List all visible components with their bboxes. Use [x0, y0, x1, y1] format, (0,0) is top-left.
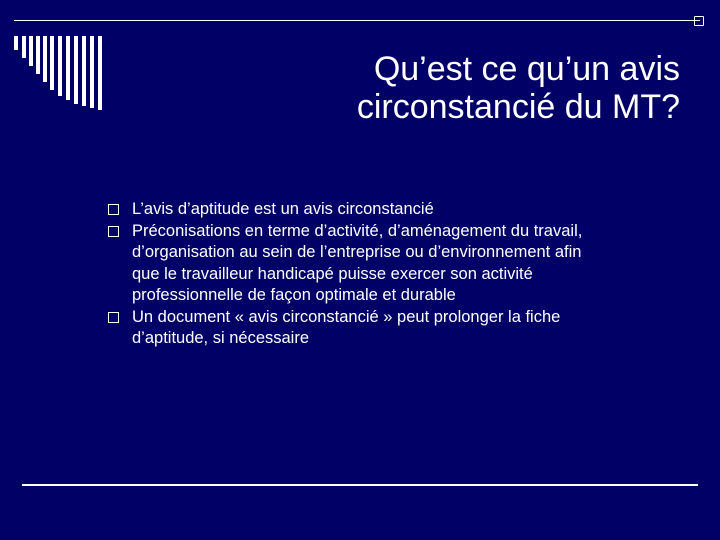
top-rule [14, 20, 700, 21]
bullet-item [0, 199, 602, 221]
slide-title-line-2: circonstancié du MT? [356, 88, 680, 126]
bullet-list [0, 199, 720, 350]
rule-end-square-icon [694, 16, 704, 26]
hollow-square-bullet-icon [108, 204, 119, 215]
slide-title-line-1: Qu’est ce qu’un avis [373, 50, 680, 88]
bullet-text: Préconisations en terme d’activité, d’aménagement du travail, d’organisation au sein de l’entreprise ou d’environnement afin que le travailleur handicapé puisse exercer son activité professionnelle de façon optimale et durable [132, 221, 583, 304]
slide-title [200, 50, 680, 126]
bottom-rule [22, 484, 698, 486]
bullet-text: Un document « avis circonstancié » peut prolonger la fiche d’aptitude, si nécessaire [132, 307, 561, 347]
hollow-square-bullet-icon [108, 312, 119, 323]
bullet-item [0, 307, 602, 350]
hollow-square-bullet-icon [108, 226, 119, 237]
bullet-item [0, 221, 602, 307]
bullet-text: L’avis d’aptitude est un avis circonstancié [132, 200, 434, 218]
